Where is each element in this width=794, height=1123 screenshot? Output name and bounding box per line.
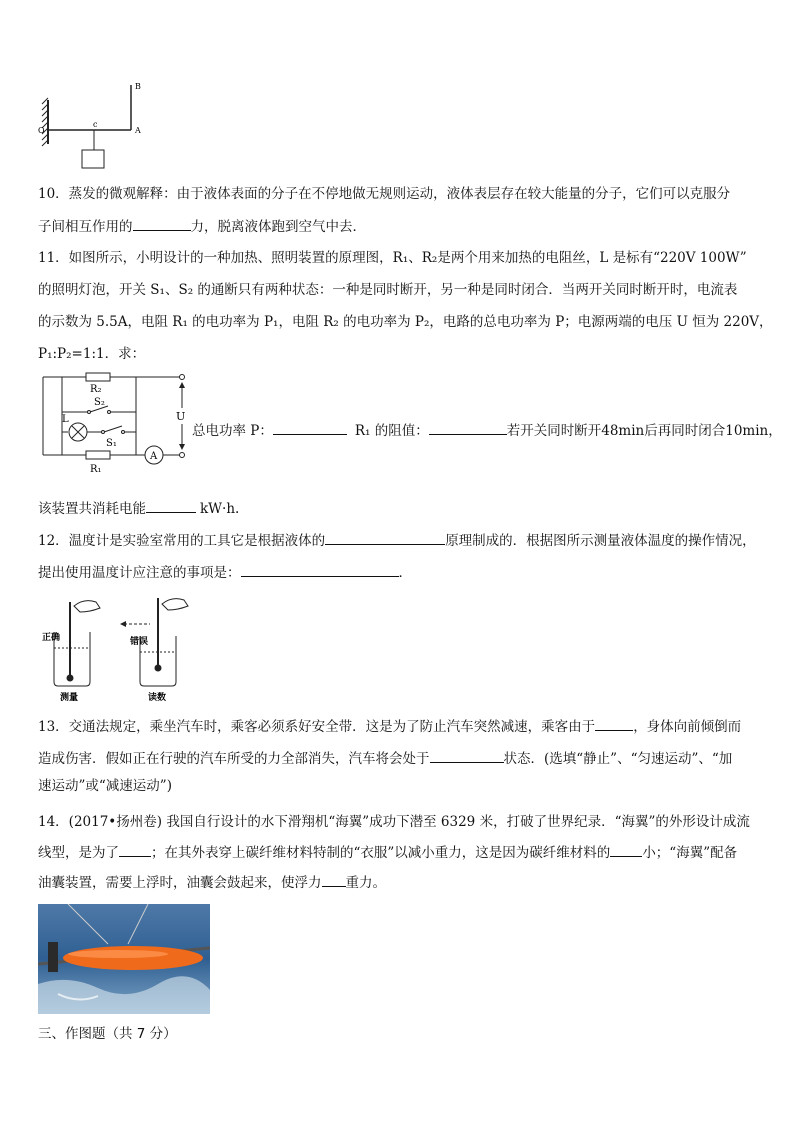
q14-blank-density[interactable] <box>610 842 642 857</box>
label-wrong: 错误 <box>130 637 149 647</box>
q12-blank-notes[interactable] <box>241 562 399 577</box>
section-3-title: 三、作图题（共 7 分） <box>38 1026 177 1042</box>
label-o: O <box>38 126 45 135</box>
q13-blank-inertia[interactable] <box>595 716 633 731</box>
q12-line2: 提出使用温度计应注意的事项是： ． <box>38 562 412 583</box>
q10-line2: 子间相互作用的 力，脱离液体跑到空气中去． <box>38 216 366 237</box>
q14-line1: 14．(2017•扬州卷) 我国自行设计的水下滑翔机“海翼”成功下潜至 6329 米，打破了世界纪录．“海翼”的外形设计成流 <box>38 814 750 830</box>
q12-line1: 12．温度计是实验室常用的工具它是根据液体的 原理制成的．根据图所示测量液体温度的操作情况， <box>38 530 756 551</box>
q12-blank-principle[interactable] <box>325 530 445 545</box>
q11-line4: P₁:P₂=1:1．求： <box>38 346 146 362</box>
circuit-diagram <box>40 372 190 488</box>
label-l: L <box>62 414 69 425</box>
label-a: A <box>135 126 141 135</box>
q14-line2: 线型，是为了 ；在其外表穿上碳纤维材料特制的“衣服”以减小重力，这是因为碳纤维材料的 小；“海翼”配备 <box>38 842 737 863</box>
q13-line1: 13．交通法规定，乘坐汽车时，乘客必须系好安全带．这是为了防止汽车突然减速，乘客由于 ，身体向前倾倒而 <box>38 716 741 737</box>
label-reading: 读数 <box>148 693 167 703</box>
label-u: U <box>176 410 186 423</box>
q11-line3: 的示数为 5.5A，电阻 R₁ 的电功率为 P₁，电阻 R₂ 的电功率为 P₂，电路的总电功率为 P；电源两端的电压 U 恒为 220V， <box>38 314 773 330</box>
thermometer-figure <box>40 596 200 704</box>
label-s1: S₁ <box>106 438 117 449</box>
q11-answer-line: 总电功率 P： R₁ 的阻值： 若开关同时断开48min后再同时闭合10min， <box>192 420 782 441</box>
label-r1: R₁ <box>90 464 102 475</box>
label-r2: R₂ <box>90 384 102 395</box>
label-correct: 正确 <box>42 633 61 643</box>
q10-blank[interactable] <box>133 216 191 231</box>
q11-blank-r1[interactable] <box>429 420 507 435</box>
label-b: B <box>135 82 141 91</box>
lever-figure <box>36 80 156 180</box>
q14-blank-shape[interactable] <box>119 842 151 857</box>
q11-blank-p[interactable] <box>273 420 347 435</box>
q14-blank-buoyancy[interactable] <box>322 872 346 887</box>
label-s2: S₂ <box>94 397 105 408</box>
q13-line3: 速运动”或“减速运动”) <box>38 778 172 794</box>
q10-line1: 10．蒸发的微观解释：由于液体表面的分子在不停地做无规则运动，液体表层存在较大能量的分子，它们可以克服分 <box>38 186 731 202</box>
q11-blank-energy[interactable] <box>146 498 196 513</box>
q11-line6: 该装置共消耗电能 kW·h. <box>38 498 239 519</box>
label-measure: 测量 <box>60 693 79 703</box>
q11-line1: 11．如图所示，小明设计的一种加热、照明装置的原理图，R₁、R₂是两个用来加热的电阻丝，L 是标有“220V 100W” <box>38 250 747 266</box>
q13-blank-state[interactable] <box>430 748 504 763</box>
q11-line2: 的照明灯泡，开关 S₁、S₂ 的通断只有两种状态：一种是同时断开，另一种是同时闭合．当两开关同时断开时，电流表 <box>38 282 738 298</box>
q13-line2: 造成伤害．假如正在行驶的汽车所受的力全部消失，汽车将会处于 状态．(选填“静止”、“匀速运动”、“加 <box>38 748 732 769</box>
label-c: c <box>93 120 98 129</box>
ammeter-label: A <box>150 451 158 462</box>
q14-line3: 油囊装置，需要上浮时，油囊会鼓起来，使浮力 重力。 <box>38 872 386 893</box>
glider-photo <box>38 904 210 1014</box>
